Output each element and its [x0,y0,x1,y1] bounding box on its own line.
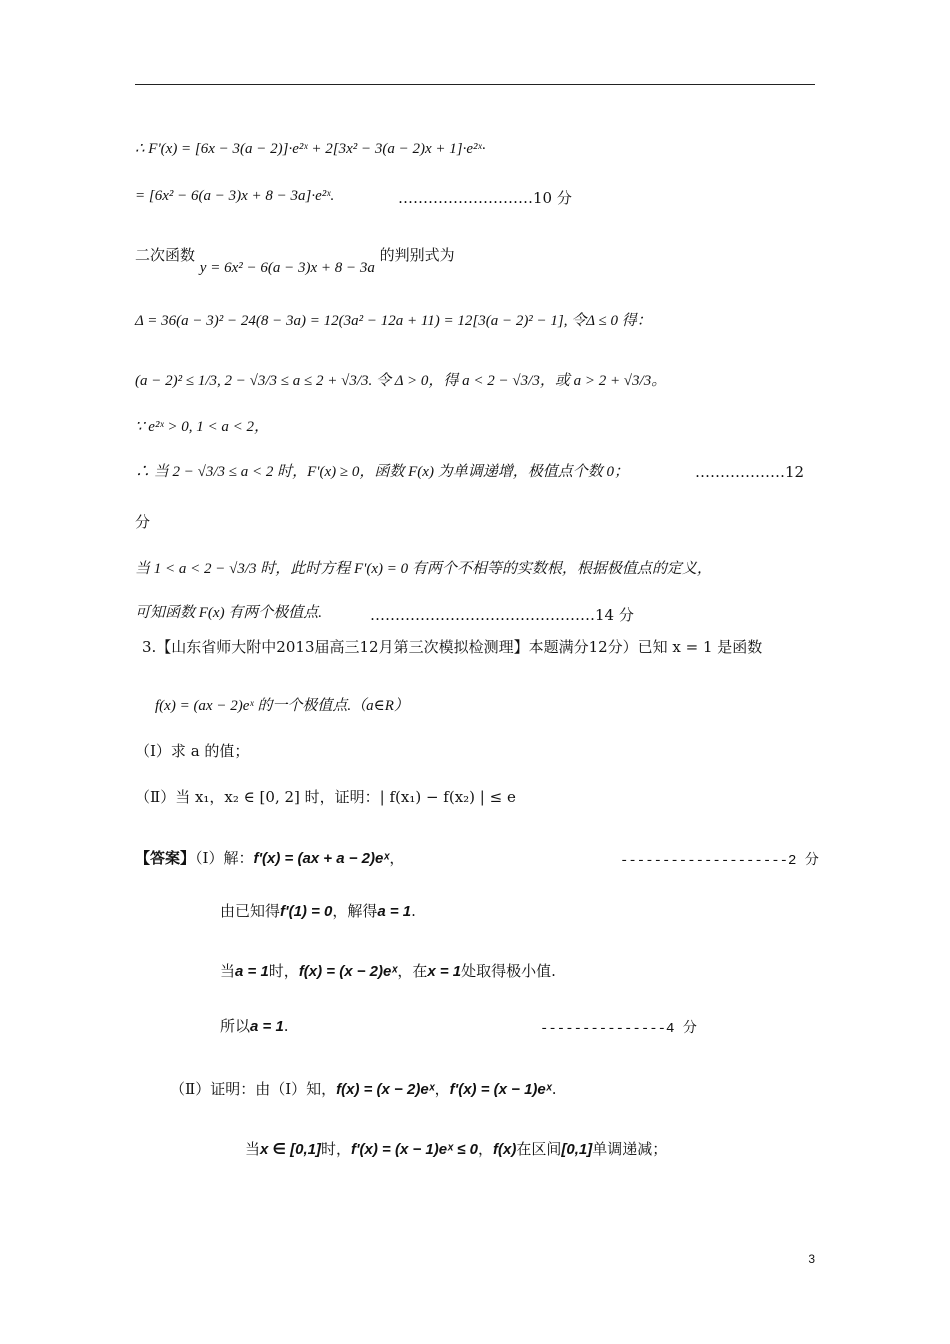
when-text: 当 [220,962,236,980]
solve-text: ，解得 [332,902,378,920]
therefore-text: 所以 [220,1017,251,1035]
part-2-question: （Ⅱ）当 x₁，x₂ ∈ [0, 2] 时，证明：| f(x₁) − f(x₂) | ≤ e [135,788,516,806]
case-2-line: 当 1 < a < 2 − √3/3 时，此时方程 F'(x) = 0 有两个不相等的实数根，根据极值点的定义， [135,561,712,577]
result-line [220,1017,289,1036]
answer-label: 【答案】 [135,849,196,867]
proof-intro-line [170,1080,557,1099]
derivative-line-1: ∴ F'(x) = [6x − 3(a − 2)]·e²ˣ + 2[3x² − 3(a − 2)x + 1]·e²ˣ· [135,141,486,157]
score-14: ………………………………………14 分 [370,606,634,624]
problem-3-statement: 3.【山东省师大附中2013届高三12月第三次模拟检测理】本题满分12分）已知 x = 1 是函数 [142,638,763,656]
decreasing-text: 单调递减； [592,1140,668,1158]
score-12: ………………12 [695,463,805,481]
period: . [551,1080,557,1098]
then-text: 时， [268,962,299,980]
period: . [283,1017,289,1035]
function-formula: f(x) = (x − 2)eˣ [336,1081,435,1098]
monotonic-line [245,1140,667,1159]
quadratic-expression: y = 6x² − 6(a − 3)x + 8 − 3a [199,260,375,276]
comma: ， [389,849,405,867]
minimum-text: 处取得极小值. [461,962,556,980]
comma: ， [478,1140,494,1158]
derivative-formula: f'(x) = (x − 1)eˣ [449,1081,552,1098]
condition-line: ∵ e²ˣ > 0, 1 < a < 2， [135,419,270,435]
case-1-line: ∴ 当 2 − √3/3 ≤ a < 2 时，F'(x) ≥ 0，函数 F(x) 为单调递增，极值点个数 0； [135,464,629,480]
x-value: x = 1 [427,963,462,980]
function-formula: f(x) = (x − 2)eˣ [298,963,398,980]
quadratic-line [135,246,455,276]
function-name: f(x) [493,1141,517,1158]
derivative-formula: f'(x) = (ax + a − 2)eˣ [253,850,390,867]
at-text: ，在 [397,962,428,980]
discriminant-line: Δ = 36(a − 3)² − 24(8 − 3a) = 12(3a² − 12a + 11) = 12[3(a − 2)² − 1], 令Δ ≤ 0 得： [135,313,652,329]
interval-text: 在区间 [516,1140,562,1158]
conclusion-line: 可知函数 F(x) 有两个极值点. [135,605,323,621]
verify-line [220,962,556,981]
a-value: a = 1 [235,963,269,980]
proof-text: （Ⅱ）证明：由（Ⅰ）知， [170,1080,337,1098]
period: . [411,902,416,920]
page-number: 3 [808,1252,815,1266]
header-rule [135,84,815,85]
score-2: --------------------2 分 [620,853,819,869]
when-text: 当 [245,1140,261,1158]
derivative-line-2: = [6x² − 6(a − 3)x + 8 − 3a]·e²ˣ. [135,188,335,204]
comma: ， [434,1080,450,1098]
part-1-question: （Ⅰ）求 a 的值； [135,742,250,760]
a-value: a = 1 [250,1018,284,1035]
derivative-inequality: f'(x) = (x − 1)eˣ ≤ 0 [351,1141,478,1158]
given-text: 由已知得 [220,902,281,920]
discriminant-label: 的判别式为 [379,246,455,264]
quadratic-label: 二次函数 [135,246,196,264]
given-condition-line [220,902,416,921]
score-10: ………………………10 分 [398,189,572,207]
function-definition: f(x) = (ax − 2)eˣ 的一个极值点.（a∈R） [155,698,409,714]
given-formula: f'(1) = 0 [280,903,333,920]
score-12-unit: 分 [135,513,151,531]
range-line: (a − 2)² ≤ 1/3, 2 − √3/3 ≤ a ≤ 2 + √3/3. 令 Δ > 0，得 a < 2 − √3/3，或 a > 2 + √3/3。 [135,373,667,389]
answer-part-1 [135,849,404,868]
score-4: ---------------4 分 [540,1021,697,1037]
a-value: a = 1 [377,903,412,920]
interval: [0,1] [561,1141,593,1158]
then-text: 时， [320,1140,351,1158]
part-1-solution-label: （Ⅰ）解： [195,849,254,867]
interval-condition: x ∈ [0,1] [260,1141,321,1158]
